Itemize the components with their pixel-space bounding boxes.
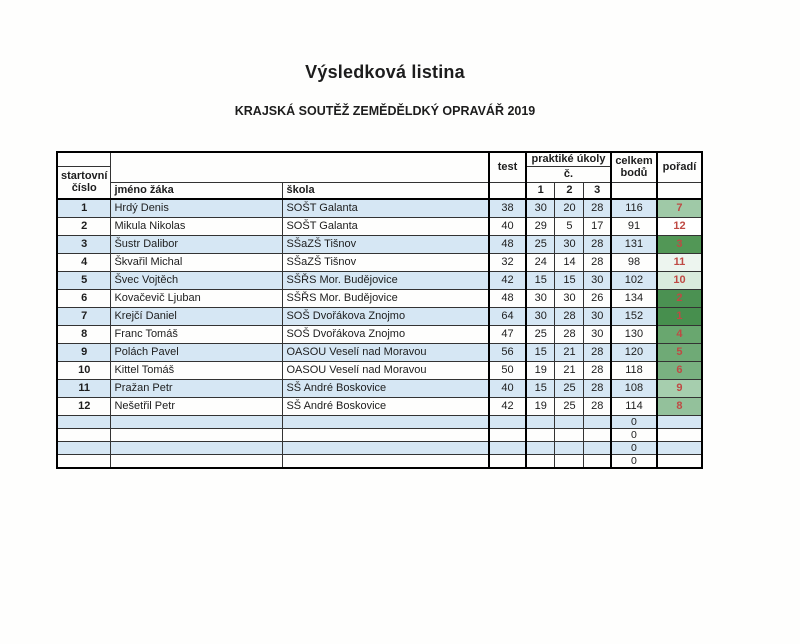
- cell-task2-score: 28: [555, 307, 584, 325]
- cell-start-number: 5: [57, 271, 111, 289]
- cell-test-score: 56: [489, 343, 526, 361]
- table-row: [57, 271, 702, 289]
- cell-test-score: 40: [489, 379, 526, 397]
- table-header: [57, 152, 702, 199]
- cell-test-score: 42: [489, 271, 526, 289]
- cell-task1-score: 24: [526, 253, 555, 271]
- cell-student-name: Šustr Dalibor: [111, 235, 283, 253]
- cell-task3-score: 28: [584, 361, 611, 379]
- cell-student-name-empty: [111, 441, 283, 454]
- cell-student-name-empty: [111, 415, 283, 428]
- header-task3: 3: [584, 182, 611, 199]
- cell-task2-score: 20: [555, 199, 584, 217]
- cell-test-score: 40: [489, 217, 526, 235]
- cell-total-points: 118: [611, 361, 657, 379]
- empty-table-row: [57, 441, 702, 454]
- cell-task3-score: 30: [584, 325, 611, 343]
- cell-task1-score: 29: [526, 217, 555, 235]
- header-row-top: [57, 152, 702, 166]
- cell-student-name: Švec Vojtěch: [111, 271, 283, 289]
- cell-task1-score-empty: [526, 415, 555, 428]
- cell-student-name: Krejčí Daniel: [111, 307, 283, 325]
- cell-rank: 1: [657, 307, 702, 325]
- table-row: [57, 217, 702, 235]
- cell-student-name: Polách Pavel: [111, 343, 283, 361]
- empty-table-row: [57, 415, 702, 428]
- cell-school: SOŠ Dvořákova Znojmo: [283, 307, 489, 325]
- cell-start-number: 7: [57, 307, 111, 325]
- cell-task2-score: 5: [555, 217, 584, 235]
- header-practical-tasks: praktiké úkoly: [526, 152, 611, 166]
- header-task-number-label: č.: [526, 166, 611, 182]
- cell-test-score: 48: [489, 235, 526, 253]
- cell-rank: 10: [657, 271, 702, 289]
- cell-total-points-zero: 0: [611, 415, 657, 428]
- cell-task1-score: 30: [526, 289, 555, 307]
- cell-student-name: Franc Tomáš: [111, 325, 283, 343]
- cell-rank-empty: [657, 415, 702, 428]
- header-merged-empty-cell: [111, 152, 489, 182]
- empty-table-row: [57, 428, 702, 441]
- header-school: škola: [283, 182, 489, 199]
- cell-test-score-empty: [489, 441, 526, 454]
- cell-total-points-zero: 0: [611, 454, 657, 468]
- cell-task2-score: 25: [555, 379, 584, 397]
- cell-start-number: 6: [57, 289, 111, 307]
- table-row: [57, 397, 702, 415]
- results-table: [56, 151, 703, 469]
- cell-task3-score: 30: [584, 271, 611, 289]
- cell-total-points: 114: [611, 397, 657, 415]
- header-total-empty-cell: [611, 182, 657, 199]
- header-start-top-empty-cell: [57, 152, 111, 166]
- cell-task2-score: 21: [555, 361, 584, 379]
- cell-task1-score: 30: [526, 199, 555, 217]
- cell-test-score: 48: [489, 289, 526, 307]
- table-row: [57, 343, 702, 361]
- cell-task3-score: 28: [584, 253, 611, 271]
- cell-start-number: 9: [57, 343, 111, 361]
- cell-school: SŠ André Boskovice: [283, 397, 489, 415]
- cell-start-number-empty: [57, 428, 111, 441]
- table-row: [57, 289, 702, 307]
- cell-start-number: 3: [57, 235, 111, 253]
- header-student-name: jméno žáka: [111, 182, 283, 199]
- table-row: [57, 361, 702, 379]
- scanned-page: [0, 62, 800, 469]
- page-subtitle: KRAJSKÁ SOUTĚŽ ZEMĚDĚLDKÝ OPRAVÁŘ 2019: [234, 104, 536, 118]
- cell-task2-score: 28: [555, 325, 584, 343]
- cell-start-number: 10: [57, 361, 111, 379]
- cell-student-name: Škvařil Michal: [111, 253, 283, 271]
- cell-student-name: Kovačevič Ljuban: [111, 289, 283, 307]
- cell-total-points: 116: [611, 199, 657, 217]
- cell-test-score: 47: [489, 325, 526, 343]
- cell-start-number-empty: [57, 454, 111, 468]
- cell-task3-score: 28: [584, 343, 611, 361]
- cell-test-score: 32: [489, 253, 526, 271]
- cell-school: OASOU Veselí nad Moravou: [283, 343, 489, 361]
- header-task2: 2: [555, 182, 584, 199]
- cell-task3-score: 28: [584, 379, 611, 397]
- header-test: test: [489, 152, 526, 182]
- table-row: [57, 379, 702, 397]
- cell-task2-score: 15: [555, 271, 584, 289]
- cell-start-number-empty: [57, 441, 111, 454]
- table-row: [57, 235, 702, 253]
- cell-school-empty: [283, 428, 489, 441]
- table-body: [57, 199, 702, 468]
- cell-task1-score-empty: [526, 454, 555, 468]
- cell-test-score-empty: [489, 428, 526, 441]
- cell-test-score: 42: [489, 397, 526, 415]
- cell-test-score-empty: [489, 415, 526, 428]
- cell-school: SŠaZŠ Tišnov: [283, 235, 489, 253]
- cell-task2-score-empty: [555, 415, 584, 428]
- cell-test-score: 50: [489, 361, 526, 379]
- cell-task3-score: 28: [584, 397, 611, 415]
- cell-start-number: 4: [57, 253, 111, 271]
- cell-test-score: 64: [489, 307, 526, 325]
- cell-task2-score: 14: [555, 253, 584, 271]
- cell-start-number: 2: [57, 217, 111, 235]
- header-rank: pořadí: [657, 152, 702, 182]
- cell-rank: 9: [657, 379, 702, 397]
- cell-task3-score: 17: [584, 217, 611, 235]
- cell-start-number: 11: [57, 379, 111, 397]
- cell-task2-score-empty: [555, 428, 584, 441]
- cell-task3-score-empty: [584, 441, 611, 454]
- cell-total-points-zero: 0: [611, 428, 657, 441]
- cell-rank: 8: [657, 397, 702, 415]
- cell-total-points: 102: [611, 271, 657, 289]
- cell-student-name-empty: [111, 428, 283, 441]
- header-total-points: celkem bodů: [611, 152, 657, 182]
- cell-total-points-zero: 0: [611, 441, 657, 454]
- cell-school-empty: [283, 454, 489, 468]
- cell-task3-score: 28: [584, 199, 611, 217]
- cell-total-points: 91: [611, 217, 657, 235]
- cell-task2-score-empty: [555, 454, 584, 468]
- header-start-number: startovní číslo: [57, 166, 111, 199]
- table-row: [57, 307, 702, 325]
- cell-total-points: 98: [611, 253, 657, 271]
- header-test-empty-cell: [489, 182, 526, 199]
- table-row: [57, 325, 702, 343]
- cell-student-name: Kittel Tomáš: [111, 361, 283, 379]
- page-title: Výsledková listina: [305, 62, 465, 82]
- header-row-bottom: [57, 182, 702, 199]
- cell-start-number: 12: [57, 397, 111, 415]
- cell-rank-empty: [657, 441, 702, 454]
- cell-total-points: 130: [611, 325, 657, 343]
- cell-task3-score-empty: [584, 428, 611, 441]
- cell-rank: 5: [657, 343, 702, 361]
- cell-rank-empty: [657, 454, 702, 468]
- cell-task1-score: 25: [526, 325, 555, 343]
- cell-rank: 7: [657, 199, 702, 217]
- cell-task1-score: 19: [526, 361, 555, 379]
- cell-student-name: Mikula Nikolas: [111, 217, 283, 235]
- cell-student-name-empty: [111, 454, 283, 468]
- cell-task1-score: 25: [526, 235, 555, 253]
- cell-task1-score: 15: [526, 379, 555, 397]
- cell-rank: 2: [657, 289, 702, 307]
- cell-school: OASOU Veselí nad Moravou: [283, 361, 489, 379]
- cell-school: SŠaZŠ Tišnov: [283, 253, 489, 271]
- cell-task3-score-empty: [584, 454, 611, 468]
- table-row: [57, 253, 702, 271]
- cell-task1-score-empty: [526, 441, 555, 454]
- cell-task2-score: 30: [555, 289, 584, 307]
- cell-rank: 12: [657, 217, 702, 235]
- cell-test-score-empty: [489, 454, 526, 468]
- cell-total-points: 131: [611, 235, 657, 253]
- cell-start-number: 8: [57, 325, 111, 343]
- cell-total-points: 134: [611, 289, 657, 307]
- cell-rank-empty: [657, 428, 702, 441]
- cell-school: SOŠ Dvořákova Znojmo: [283, 325, 489, 343]
- cell-rank: 3: [657, 235, 702, 253]
- cell-school-empty: [283, 415, 489, 428]
- cell-task1-score: 15: [526, 343, 555, 361]
- cell-task2-score: 21: [555, 343, 584, 361]
- cell-school: SŠ André Boskovice: [283, 379, 489, 397]
- cell-rank: 6: [657, 361, 702, 379]
- cell-task2-score: 25: [555, 397, 584, 415]
- header-rank-empty-cell: [657, 182, 702, 199]
- cell-rank: 11: [657, 253, 702, 271]
- cell-task1-score: 30: [526, 307, 555, 325]
- cell-task3-score: 28: [584, 235, 611, 253]
- cell-task3-score-empty: [584, 415, 611, 428]
- cell-school: SOŠT Galanta: [283, 217, 489, 235]
- cell-task3-score: 30: [584, 307, 611, 325]
- cell-test-score: 38: [489, 199, 526, 217]
- cell-start-number-empty: [57, 415, 111, 428]
- cell-task1-score-empty: [526, 428, 555, 441]
- cell-task1-score: 19: [526, 397, 555, 415]
- cell-task3-score: 26: [584, 289, 611, 307]
- cell-task1-score: 15: [526, 271, 555, 289]
- cell-start-number: 1: [57, 199, 111, 217]
- header-task1: 1: [526, 182, 555, 199]
- cell-school: SŠŘS Mor. Budějovice: [283, 271, 489, 289]
- cell-total-points: 108: [611, 379, 657, 397]
- cell-student-name: Nešetřil Petr: [111, 397, 283, 415]
- cell-task2-score-empty: [555, 441, 584, 454]
- cell-task2-score: 30: [555, 235, 584, 253]
- cell-school: SOŠT Galanta: [283, 199, 489, 217]
- cell-student-name: Hrdý Denis: [111, 199, 283, 217]
- cell-student-name: Pražan Petr: [111, 379, 283, 397]
- cell-rank: 4: [657, 325, 702, 343]
- empty-table-row: [57, 454, 702, 468]
- cell-total-points: 120: [611, 343, 657, 361]
- cell-school: SŠŘS Mor. Budějovice: [283, 289, 489, 307]
- cell-school-empty: [283, 441, 489, 454]
- table-row: [57, 199, 702, 217]
- cell-total-points: 152: [611, 307, 657, 325]
